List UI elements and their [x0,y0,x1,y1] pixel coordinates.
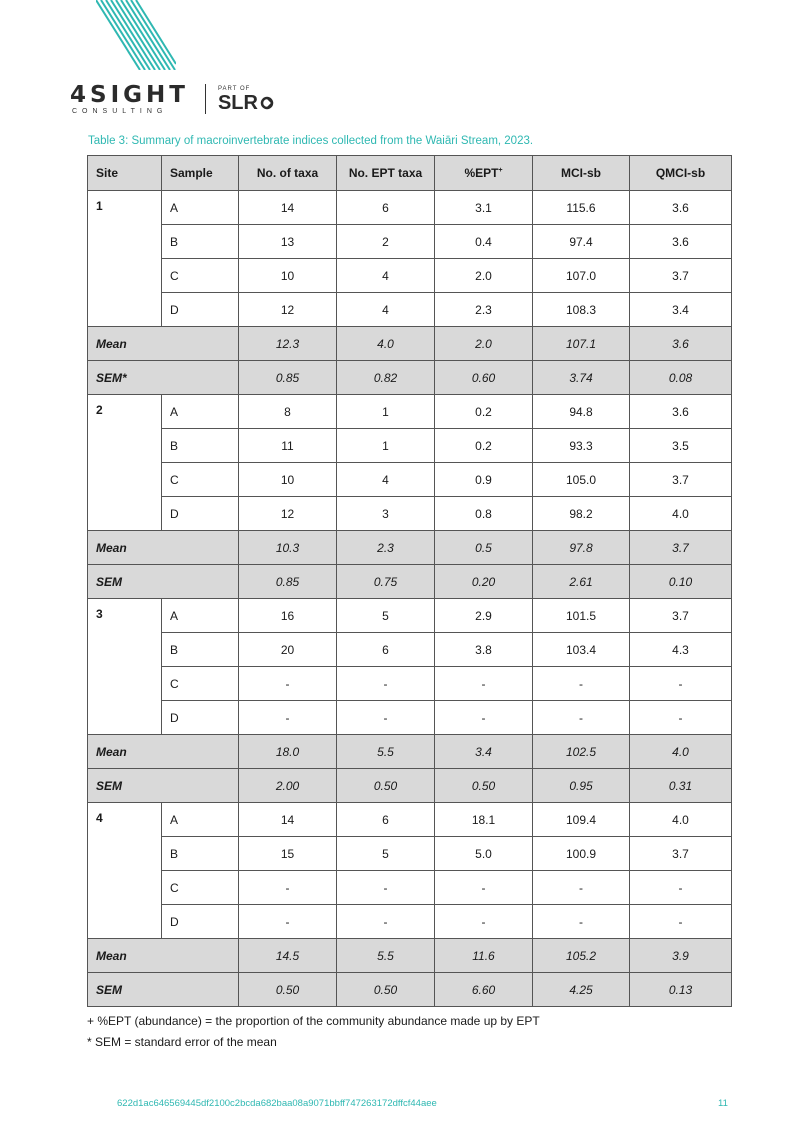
value-cell: - [533,667,630,701]
sem-value-cell: 0.10 [630,565,732,599]
header-qmci-sb: QMCI-sb [630,156,732,191]
macroinvertebrate-indices-table [87,155,732,1007]
value-cell: 12 [239,497,337,531]
value-cell: 108.3 [533,293,630,327]
table-row [88,871,732,905]
value-cell: 109.4 [533,803,630,837]
mean-value-cell: 0.5 [435,531,533,565]
sem-value-cell: 6.60 [435,973,533,1007]
sem-label-cell: SEM [88,973,239,1007]
value-cell: 15 [239,837,337,871]
sem-value-cell: 2.61 [533,565,630,599]
value-cell: - [239,871,337,905]
value-cell: - [533,905,630,939]
sem-row [88,565,732,599]
mean-label-cell: Mean [88,735,239,769]
value-cell: 3.1 [435,191,533,225]
note-sem-definition: * SEM = standard error of the mean [87,1035,277,1049]
value-cell: - [337,905,435,939]
value-cell: - [435,667,533,701]
sem-row [88,361,732,395]
site-cell: 1 [88,191,162,327]
value-cell: 20 [239,633,337,667]
value-cell: - [630,905,732,939]
table-row [88,463,732,497]
footer-document-id: 622d1ac646569445df2100c2bcda682baa08a9071bbff747263172dffcf44aee [117,1098,437,1109]
mean-value-cell: 102.5 [533,735,630,769]
table-notes [87,1011,540,1053]
sample-cell: A [162,191,239,225]
sem-row [88,769,732,803]
value-cell: 10 [239,463,337,497]
table-row [88,191,732,225]
sample-cell: D [162,905,239,939]
value-cell: - [337,701,435,735]
sample-cell: C [162,667,239,701]
sem-value-cell: 2.00 [239,769,337,803]
sem-value-cell: 0.50 [239,973,337,1007]
value-cell: 4 [337,293,435,327]
sem-value-cell: 0.85 [239,361,337,395]
header-stripes-graphic [96,0,176,70]
sample-cell: A [162,395,239,429]
mean-value-cell: 10.3 [239,531,337,565]
mean-row [88,735,732,769]
value-cell: - [435,905,533,939]
value-cell: 5.0 [435,837,533,871]
value-cell: 12 [239,293,337,327]
sample-cell: D [162,701,239,735]
table-row [88,293,732,327]
table-header-row [88,156,732,191]
header-pct-ept-footnote: + [498,167,503,174]
table-row [88,803,732,837]
value-cell: 3.7 [630,599,732,633]
value-cell: 107.0 [533,259,630,293]
sample-cell: D [162,497,239,531]
value-cell: 3.7 [630,259,732,293]
value-cell: - [239,905,337,939]
header-mci-sb: MCI-sb [533,156,630,191]
value-cell: 2.3 [435,293,533,327]
mean-value-cell: 2.3 [337,531,435,565]
table-row [88,633,732,667]
value-cell: 3.5 [630,429,732,463]
logo-slr-text [218,93,274,113]
logo-brand-subtext: CONSULTING [72,107,168,115]
value-cell: 3.6 [630,225,732,259]
value-cell: - [435,871,533,905]
mean-value-cell: 3.6 [630,327,732,361]
site-cell: 4 [88,803,162,939]
mean-value-cell: 4.0 [630,735,732,769]
table-row [88,225,732,259]
site-cell: 2 [88,395,162,531]
value-cell: 98.2 [533,497,630,531]
header-no-of-taxa: No. of taxa [239,156,337,191]
value-cell: - [630,701,732,735]
table-caption: Table 3: Summary of macroinvertebrate indices collected from the Waiāri Stream, 2023. [88,135,534,147]
value-cell: 14 [239,803,337,837]
mean-value-cell: 3.9 [630,939,732,973]
sem-value-cell: 0.60 [435,361,533,395]
value-cell: 6 [337,803,435,837]
table-row [88,701,732,735]
value-cell: 103.4 [533,633,630,667]
sem-value-cell: 3.74 [533,361,630,395]
value-cell: 0.9 [435,463,533,497]
value-cell: 13 [239,225,337,259]
value-cell: - [630,871,732,905]
table-row [88,837,732,871]
value-cell: 4 [337,463,435,497]
sample-cell: B [162,633,239,667]
logo-slr [218,85,274,113]
value-cell: 0.8 [435,497,533,531]
mean-value-cell: 5.5 [337,735,435,769]
mean-value-cell: 2.0 [435,327,533,361]
value-cell: - [337,871,435,905]
slr-mark-icon [260,96,274,110]
value-cell: 3 [337,497,435,531]
sem-value-cell: 0.85 [239,565,337,599]
table-body [88,191,732,1007]
mean-value-cell: 12.3 [239,327,337,361]
value-cell: 16 [239,599,337,633]
sem-value-cell: 4.25 [533,973,630,1007]
mean-row [88,531,732,565]
value-cell: 5 [337,837,435,871]
table-row [88,429,732,463]
header-site: Site [88,156,162,191]
value-cell: - [533,871,630,905]
value-cell: 4.3 [630,633,732,667]
value-cell: 100.9 [533,837,630,871]
mean-row [88,327,732,361]
mean-value-cell: 4.0 [337,327,435,361]
value-cell: 2.9 [435,599,533,633]
mean-label-cell: Mean [88,327,239,361]
value-cell: 2 [337,225,435,259]
sample-cell: C [162,259,239,293]
value-cell: - [239,701,337,735]
value-cell: - [337,667,435,701]
value-cell: 115.6 [533,191,630,225]
sem-label-cell: SEM [88,565,239,599]
value-cell: 93.3 [533,429,630,463]
value-cell: - [239,667,337,701]
mean-value-cell: 105.2 [533,939,630,973]
table-row [88,667,732,701]
sem-value-cell: 0.95 [533,769,630,803]
sem-value-cell: 0.31 [630,769,732,803]
sample-cell: B [162,429,239,463]
mean-value-cell: 97.8 [533,531,630,565]
logo-brand-text: 4SIGHT [70,81,189,108]
value-cell: - [533,701,630,735]
mean-value-cell: 18.0 [239,735,337,769]
sample-cell: B [162,225,239,259]
mean-label-cell: Mean [88,939,239,973]
sample-cell: C [162,463,239,497]
sample-cell: D [162,293,239,327]
value-cell: 3.6 [630,395,732,429]
footer-page-number: 11 [718,1098,728,1109]
value-cell: 3.4 [630,293,732,327]
logo-4sight [70,81,189,115]
mean-label-cell: Mean [88,531,239,565]
sem-value-cell: 0.20 [435,565,533,599]
value-cell: 97.4 [533,225,630,259]
value-cell: 3.6 [630,191,732,225]
company-logo [70,80,274,118]
value-cell: 11 [239,429,337,463]
value-cell: 8 [239,395,337,429]
sem-value-cell: 0.82 [337,361,435,395]
sem-row [88,973,732,1007]
value-cell: 0.4 [435,225,533,259]
logo-divider [205,84,206,114]
value-cell: 3.7 [630,837,732,871]
sem-value-cell: 0.50 [337,973,435,1007]
sem-label-cell: SEM* [88,361,239,395]
sem-value-cell: 0.50 [435,769,533,803]
logo-part-of-text: PART OF [217,86,251,92]
value-cell: 3.7 [630,463,732,497]
logo-partner-name: SLR [217,92,258,114]
value-cell: 94.8 [533,395,630,429]
table-row [88,599,732,633]
header-pct-ept-label: %EPT [464,166,499,180]
value-cell: 3.8 [435,633,533,667]
note-ept-definition: + %EPT (abundance) = the proportion of the community abundance made up by EPT [87,1014,540,1028]
value-cell: 10 [239,259,337,293]
sample-cell: A [162,599,239,633]
value-cell: 6 [337,191,435,225]
sem-value-cell: 0.50 [337,769,435,803]
value-cell: 18.1 [435,803,533,837]
table-row [88,395,732,429]
mean-value-cell: 5.5 [337,939,435,973]
sample-cell: C [162,871,239,905]
value-cell: - [435,701,533,735]
mean-value-cell: 107.1 [533,327,630,361]
value-cell: 4.0 [630,497,732,531]
value-cell: 101.5 [533,599,630,633]
sample-cell: B [162,837,239,871]
value-cell: 0.2 [435,429,533,463]
value-cell: - [630,667,732,701]
table-row [88,259,732,293]
value-cell: 1 [337,395,435,429]
table-row [88,497,732,531]
site-cell: 3 [88,599,162,735]
header-pct-ept [435,156,533,191]
value-cell: 5 [337,599,435,633]
table-row [88,905,732,939]
header-sample: Sample [162,156,239,191]
value-cell: 0.2 [435,395,533,429]
sem-label-cell: SEM [88,769,239,803]
value-cell: 14 [239,191,337,225]
value-cell: 4 [337,259,435,293]
mean-value-cell: 14.5 [239,939,337,973]
mean-row [88,939,732,973]
mean-value-cell: 3.7 [630,531,732,565]
sem-value-cell: 0.08 [630,361,732,395]
value-cell: 4.0 [630,803,732,837]
value-cell: 105.0 [533,463,630,497]
value-cell: 2.0 [435,259,533,293]
sem-value-cell: 0.13 [630,973,732,1007]
value-cell: 1 [337,429,435,463]
value-cell: 6 [337,633,435,667]
mean-value-cell: 11.6 [435,939,533,973]
sample-cell: A [162,803,239,837]
sem-value-cell: 0.75 [337,565,435,599]
mean-value-cell: 3.4 [435,735,533,769]
header-no-ept-taxa: No. EPT taxa [337,156,435,191]
